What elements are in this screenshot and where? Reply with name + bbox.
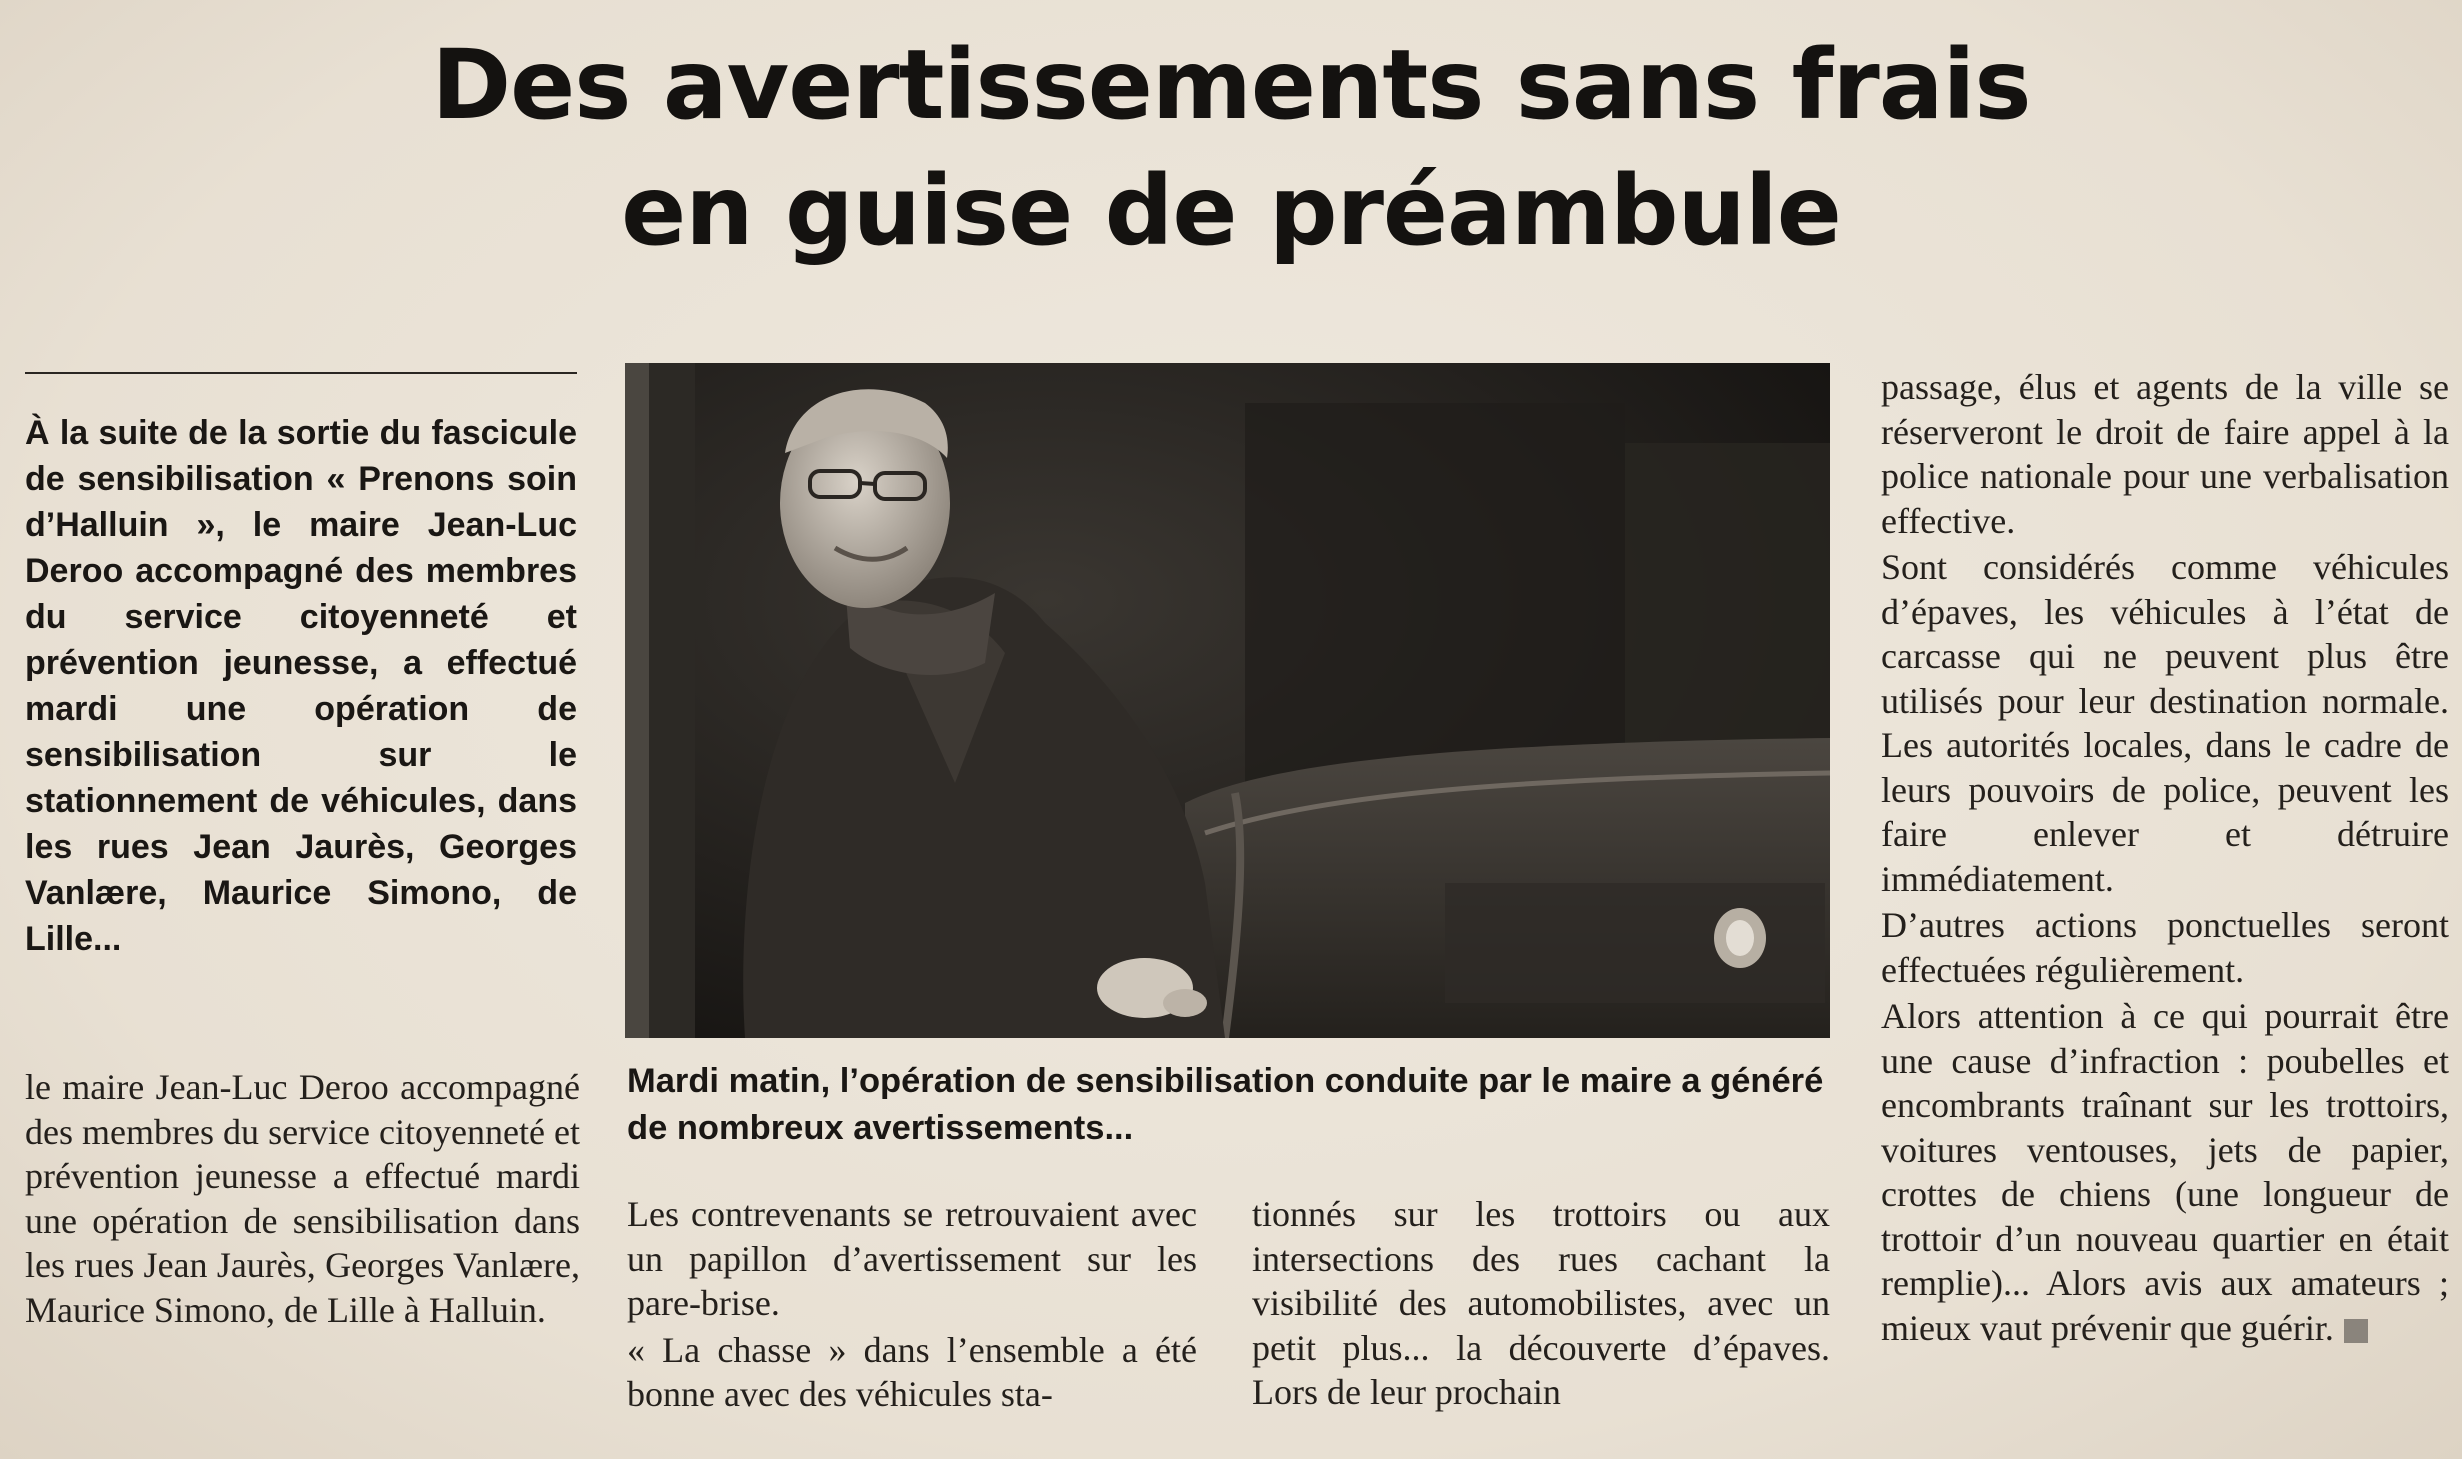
headline [0, 22, 2462, 274]
end-of-article-square-icon [2344, 1319, 2368, 1343]
column-4 [1881, 365, 2449, 1350]
column-4-paragraph-4-text: Alors attention à ce qui pourrait être une cause d’infraction : poubelles et encombrants traînant sur les trottoirs, voitures ventouses, jets de papier, crottes de chiens (une longueur de trottoir d’un nouveau quartier en était remplie)... Alors avis aux amateurs ; mieux vaut prévenir que guérir. [1881, 996, 2449, 1348]
lead-divider-rule [25, 372, 577, 374]
column-1-text: le maire Jean-Luc Deroo accompagné des membres du service citoyenneté et prévention jeunesse a effectué mardi une opération de sensibilisation dans les rues Jean Jaurès, Georges Vanlære, Maurice Simono, de Lille à Halluin. [25, 1067, 580, 1330]
column-4-paragraph-3: D’autres actions ponctuelles seront effectuées régulièrement. [1881, 905, 2449, 990]
headline-line-1: Des avertissements sans frais [431, 29, 2031, 141]
column-2-paragraph-2: « La chasse » dans l’ensemble a été bonne avec des véhicules sta- [627, 1329, 1197, 1414]
column-4-paragraph-1: passage, élus et agents de la ville se réserveront le droit de faire appel à la police nationale pour une verbalisation effective. [1881, 367, 2449, 541]
article-photo [625, 363, 1830, 1038]
photo-mayor-at-car-illustration [625, 363, 1830, 1038]
lead-paragraph: À la suite de la sortie du fascicule de sensibilisation « Prenons soin d’Halluin », le maire Jean-Luc Deroo accompagné des membres du service citoyenneté et prévention jeunesse, a effectué mardi une opération de sensibilisation sur le stationnement de véhicules, dans les rues Jean Jaurès, Georges Vanlære, Maurice Simono, de Lille... [25, 414, 577, 958]
column-4-paragraph-4 [1881, 994, 2449, 1350]
headline-line-2: en guise de préambule [621, 155, 1841, 267]
column-2 [627, 1192, 1197, 1417]
column-4-paragraph-2: Sont considérés comme véhicules d’épaves, les véhicules à l’état de carcasse qui ne peuvent plus être utilisés pour leur destination normale. Les autorités locales, dans le cadre de leurs pouvoirs de police, peuvent les faire enlever et détruire immédiatement. [1881, 547, 2449, 899]
column-2-paragraph-1: Les contrevenants se retrouvaient avec un papillon d’avertissement sur les pare-brise. [627, 1194, 1197, 1323]
photo-caption: Mardi matin, l’opération de sensibilisation conduite par le maire a généré de nombreux avertissements... [627, 1062, 1824, 1147]
column-3-text: tionnés sur les trottoirs ou aux intersections des rues cachant la visibilité des automobilistes, avec un petit plus... la découverte d’épaves. Lors de leur prochain [1252, 1194, 1830, 1412]
